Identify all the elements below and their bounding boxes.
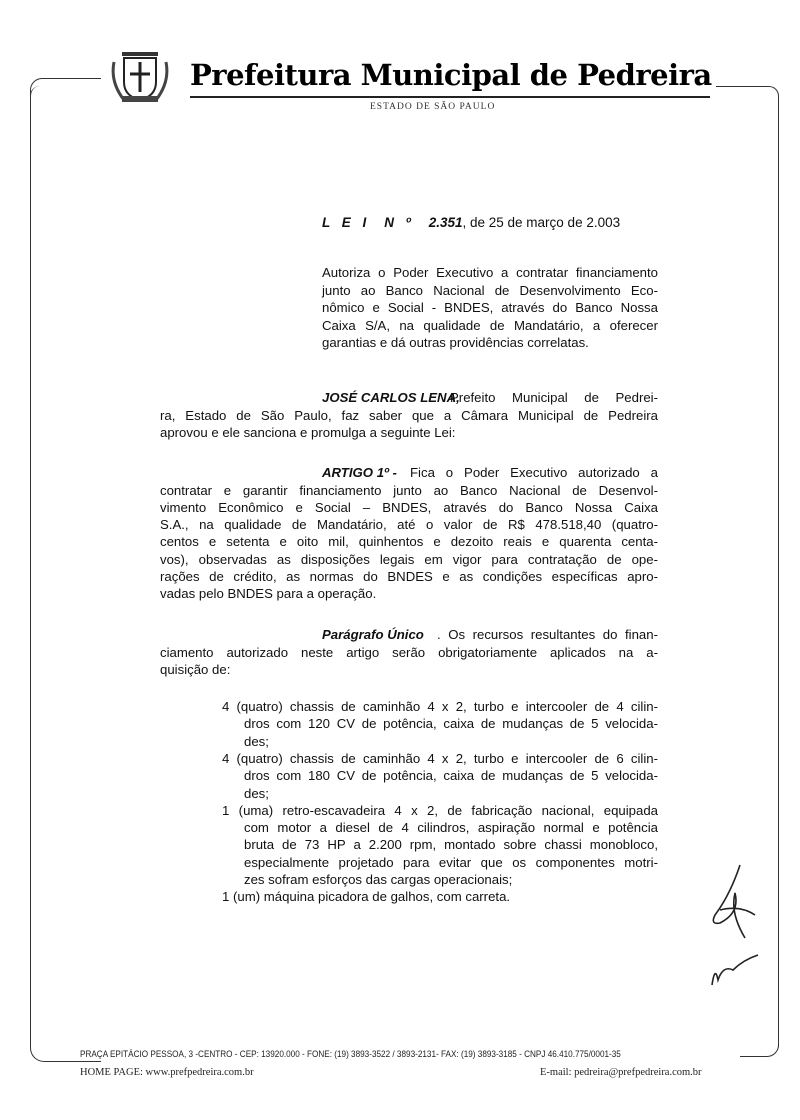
footer-email: E-mail: pedreira@prefpedreira.com.br [540,1067,702,1078]
list-item-line: com motor a diesel de 4 cilindros, aspiração normal e potência [244,820,658,836]
list-item-line: zes sofram esforços das cargas operacionais; [244,872,513,887]
text-line: vadas pelo BNDES para a operação. [160,586,377,602]
law-number: 2.351 [428,215,463,230]
list-item-line: 1 (uma) retro-escavadeira 4 x 2, de fabricação nacional, equipada [222,802,658,818]
list-item-line: des; [244,733,269,749]
text-line: aprovou e ele sanciona e promulga a seguinte Lei: [160,425,456,440]
text-line: vimento Econômico e Social – BNDES, através do Banco Nossa Caixa [160,499,658,515]
frame-border [740,1040,779,1057]
list-item-line: 4 (quatro) chassis de caminhão 4 x 2, turbo e intercooler de 4 cilin- [222,699,658,714]
summary-line: Autoriza o Poder Executivo a contratar financiamento [322,265,658,280]
header-divider [190,96,710,98]
text-line: quisição de: [160,662,231,677]
text-line: contratar e garantir financiamento junto ao Banco Nacional de Desenvol- [160,482,658,498]
coat-of-arms-logo [108,42,172,106]
mayor-name: JOSÉ CARLOS LENA, [322,390,460,405]
law-prefix: L E I [322,215,371,230]
text-line: ciamento autorizado neste artigo serão obrigatoriamente aplicados na a- [160,644,658,660]
summary-line: garantias e dá outras providências correlatas. [322,335,589,350]
text-line: rações de crédito, as normas do BNDES e as condições específicas apro- [160,569,658,584]
footer-homepage: HOME PAGE: www.prefpedreira.com.br [80,1067,254,1078]
law-heading [322,215,620,230]
signature [700,860,770,990]
law-date: , de 25 de março de 2.003 [462,215,621,230]
list-item-line: dros com 120 CV de potência, caixa de mudanças de 5 velocida- [244,716,658,732]
law-number-label: N º [384,215,415,230]
list-item-line: des; [244,785,269,801]
frame-border [30,86,101,1062]
summary-line: junto ao Banco Nacional de Desenvolvimento Eco- [322,282,658,298]
list-item-line: 1 (um) máquina picadora de galhos, com carreta. [222,889,511,905]
text-line: S.A., na qualidade de Mandatário, até o valor de R$ 478.518,40 (quatro- [160,517,658,533]
summary-line: Caixa S/A, na qualidade de Mandatário, a oferecer [322,317,658,333]
summary-line: nômico e Social - BNDES, através do Banco Nossa [322,300,658,315]
text-line: centos e setenta e oito mil, quinhentos e dezoito reais e quarenta centa- [160,534,658,550]
page-title: Prefeitura Municipal de Pedreira [190,58,712,92]
footer-address: PRAÇA EPITÁCIO PESSOA, 3 -CENTRO - CEP: 13920.000 - FONE: (19) 3893-3522 / 3893-2131- FAX: (19) 3893-3185 - CNPJ 46.410.775/0001-35 [80,1049,621,1060]
text-line: ra, Estado de São Paulo, faz saber que a Câmara Municipal de Pedreira [160,407,658,423]
list-item-line: 4 (quatro) chassis de caminhão 4 x 2, turbo e intercooler de 6 cilin- [222,750,658,766]
article-label: ARTIGO 1º - [322,465,397,480]
list-item-line: bruta de 73 HP a 2.200 rpm, montado sobre chassi monobloco, [244,837,658,853]
text-line: vos), observadas as disposições legais em vigor para contratação de ope- [160,551,658,567]
text-line: Prefeito Municipal de Pedrei- [450,390,658,405]
list-item-line: especialmente projetado para evitar que os componentes motri- [244,854,658,870]
text-line: . Os recursos resultantes do finan- [437,627,658,642]
paragraph-label: Parágrafo Único [322,627,424,642]
header-subtitle: ESTADO DE SÃO PAULO [370,102,496,112]
text-line: Fica o Poder Executivo autorizado a [410,465,658,480]
list-item-line: dros com 180 CV de potência, caixa de mudanças de 5 velocida- [244,768,658,784]
